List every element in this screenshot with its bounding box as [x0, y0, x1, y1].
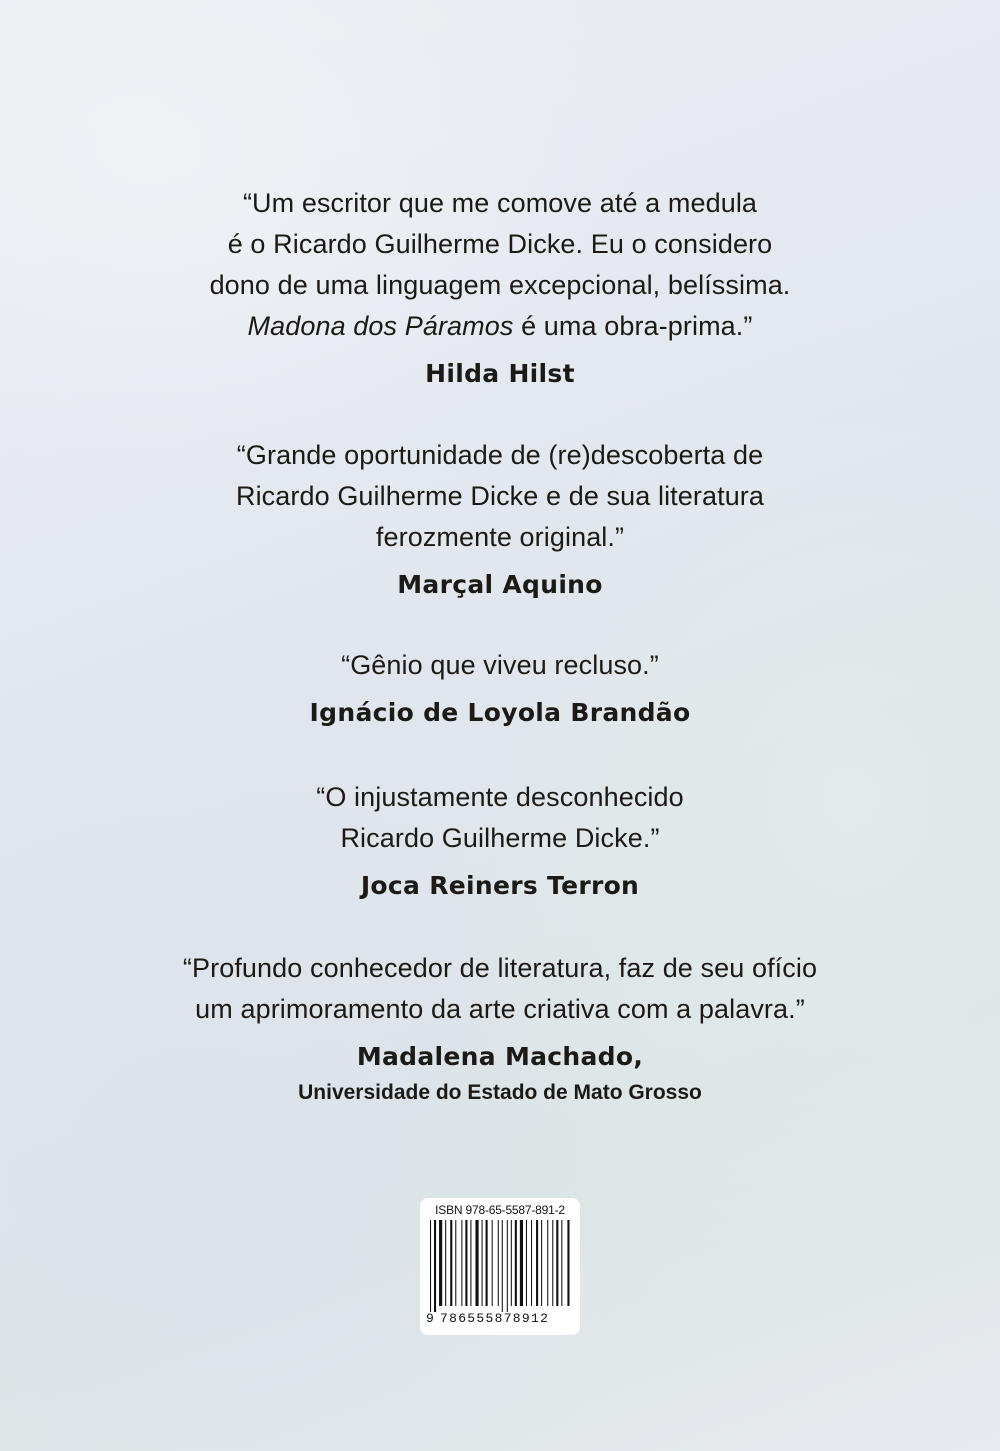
quote-marcal-aquino [0, 435, 1000, 602]
barcode-bar [526, 1220, 527, 1306]
book-title: Madona dos Páramos [247, 311, 514, 341]
barcode-bar [541, 1220, 542, 1306]
barcode-bars-icon [428, 1220, 572, 1312]
quote-line: é o Ricardo Guilherme Dicke. Eu o considero [227, 229, 773, 259]
quote-line: “Grande oportunidade de (re)descoberta de [236, 440, 764, 470]
quote-author: Madalena Machado, [356, 1042, 644, 1071]
barcode-bar [511, 1220, 512, 1306]
quote-line: Ricardo Guilherme Dicke.” [340, 823, 660, 853]
barcode-bar [498, 1220, 499, 1306]
barcode-bar [492, 1220, 493, 1306]
quote-line: “Gênio que viveu recluso.” [341, 650, 659, 680]
quote-line [0, 306, 1000, 347]
quote-madalena-machado [0, 948, 1000, 1108]
barcode-bar [482, 1220, 483, 1306]
quote-line: “O injustamente desconhecido [316, 782, 684, 812]
quote-joca-reiners-terron [0, 777, 1000, 903]
barcode-bar [455, 1220, 456, 1306]
quote-line: um aprimoramento da arte criativa com a palavra.” [195, 994, 805, 1024]
barcode-bar [567, 1220, 569, 1306]
quote-author: Marçal Aquino [397, 570, 603, 599]
isbn-label: ISBN 978-65-5587-891-2 [435, 1203, 565, 1217]
quote-ignacio-de-loyola-brandao [0, 645, 1000, 730]
quote-text [0, 948, 1000, 1030]
barcode-bar [515, 1220, 517, 1306]
barcode-digit-first: 9 [426, 1311, 434, 1326]
barcode-bar [561, 1220, 562, 1306]
barcode-bar [502, 1220, 503, 1312]
barcode-bar [531, 1220, 532, 1306]
barcode-bar [507, 1220, 508, 1312]
barcode-bar [547, 1220, 548, 1306]
barcode-bar [450, 1220, 452, 1306]
barcode-bar [536, 1220, 538, 1306]
barcode-bar [475, 1220, 478, 1306]
barcode-bar [445, 1220, 446, 1306]
barcode-bar [470, 1220, 471, 1306]
quote-hilda-hilst [0, 183, 1000, 391]
isbn-barcode [420, 1198, 580, 1335]
quote-author: Hilda Hilst [425, 359, 575, 388]
quote-author: Ignácio de Loyola Brandão [309, 698, 691, 727]
quote-line: “Profundo conhecedor de literatura, faz de seu ofício [182, 953, 818, 983]
quote-line: “Um escritor que me comove até a medula [242, 188, 758, 218]
quote-text [0, 777, 1000, 859]
quote-line: ferozmente original.” [375, 522, 625, 552]
quote-line: Ricardo Guilherme Dicke e de sua literatura [235, 481, 765, 511]
barcode-bar [556, 1220, 558, 1306]
quote-line: dono de uma linguagem excepcional, belíssima. [209, 270, 791, 300]
barcode-bar [486, 1220, 488, 1306]
quote-author-affiliation: Universidade do Estado de Mato Grosso [298, 1081, 702, 1104]
quote-text [0, 645, 1000, 686]
barcode-bar [430, 1220, 431, 1312]
quote-text [0, 183, 1000, 347]
barcode-bar [552, 1220, 553, 1306]
quote-author: Joca Reiners Terron [360, 871, 640, 900]
quote-line-rest: é uma obra-prima.” [513, 311, 753, 341]
barcode-bar [434, 1220, 436, 1312]
barcode-digits-rest: 786555878912 [440, 1311, 550, 1326]
barcode-bar [461, 1220, 462, 1306]
barcode-bar [439, 1220, 442, 1306]
barcode-bar [520, 1220, 523, 1306]
barcode-bar [465, 1220, 467, 1306]
quote-text [0, 435, 1000, 558]
